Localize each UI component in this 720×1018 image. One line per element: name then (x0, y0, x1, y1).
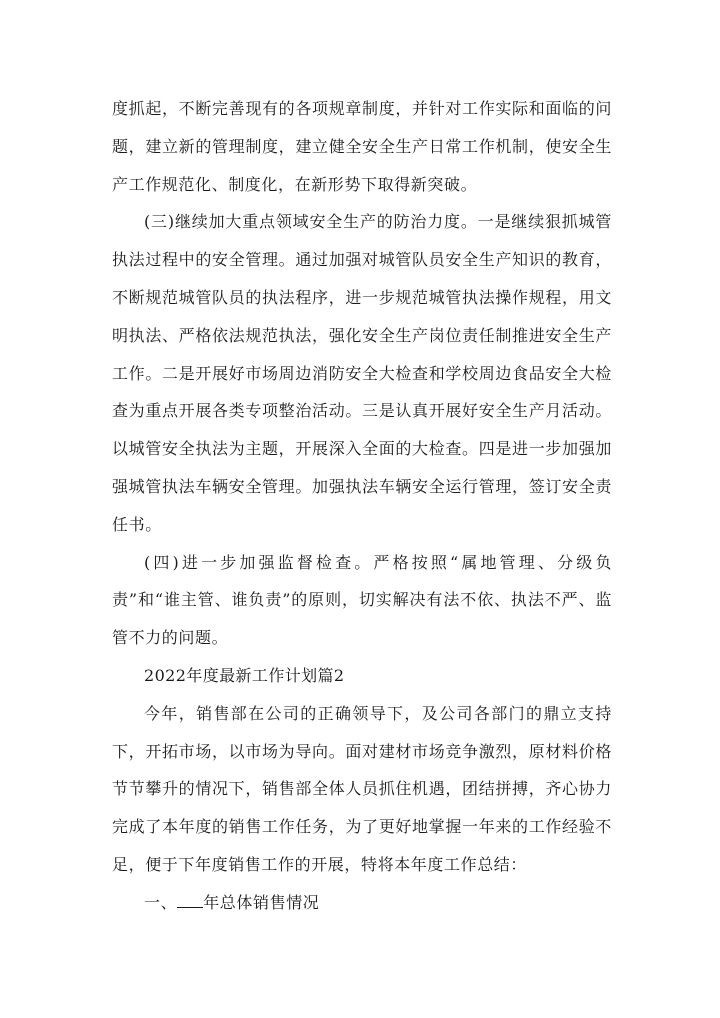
subheading-sales-overview (112, 884, 612, 922)
paragraph-section-4: (四)进一步加强监督检查。严格按照“属地管理、分级负责”和“谁主管、谁负责”的原则，切实解决有法不依、执法不严、监管不力的问题。 (112, 552, 612, 648)
subheading-prefix: 一、 (144, 892, 178, 912)
fill-in-blank (177, 893, 203, 908)
paragraph-sales-intro: 今年，销售部在公司的正确领导下，及公司各部门的鼎立支持下，开拓市场，以市场为导向。面对建材市场竞争激烈，原材料价格节节攀升的情况下，销售部全体人员抓住机遇，团结拼搏，齐心协力完成了本年度的销售工作任务，为了更好地掌握一年来的工作经验不足，便于下年度销售工作的开展，特将本年度工作总结： (112, 703, 612, 874)
paragraph-section-3: (三)继续加大重点领域安全生产的防治力度。一是继续狠抓城管执法过程中的安全管理。通过加强对城管队员安全生产知识的教育，不断规范城管队员的执法程序，进一步规范城管执法操作规程，用文明执法、严格依法规范执法，强化安全生产岗位责任制推进安全生产工作。二是开展好市场周边消防安全大检查和学校周边食品安全大检查为重点开展各类专项整治活动。三是认真开展好安全生产月活动。以城管安全执法为主题，开展深入全面的大检查。四是进一步加强加强城管执法车辆安全管理。加强执法车辆安全运行管理，签订安全责任书。 (112, 212, 612, 534)
document-body (112, 90, 612, 922)
section-heading: 2022年度最新工作计划篇2 (144, 665, 345, 685)
paragraph-continuation: 度抓起，不断完善现有的各项规章制度，并针对工作实际和面临的问题，建立新的管理制度，建立健全安全生产日常工作机制，使安全生产工作规范化、制度化，在新形势下取得新突破。 (112, 99, 612, 194)
subheading-suffix: 年总体销售情况 (203, 892, 320, 912)
